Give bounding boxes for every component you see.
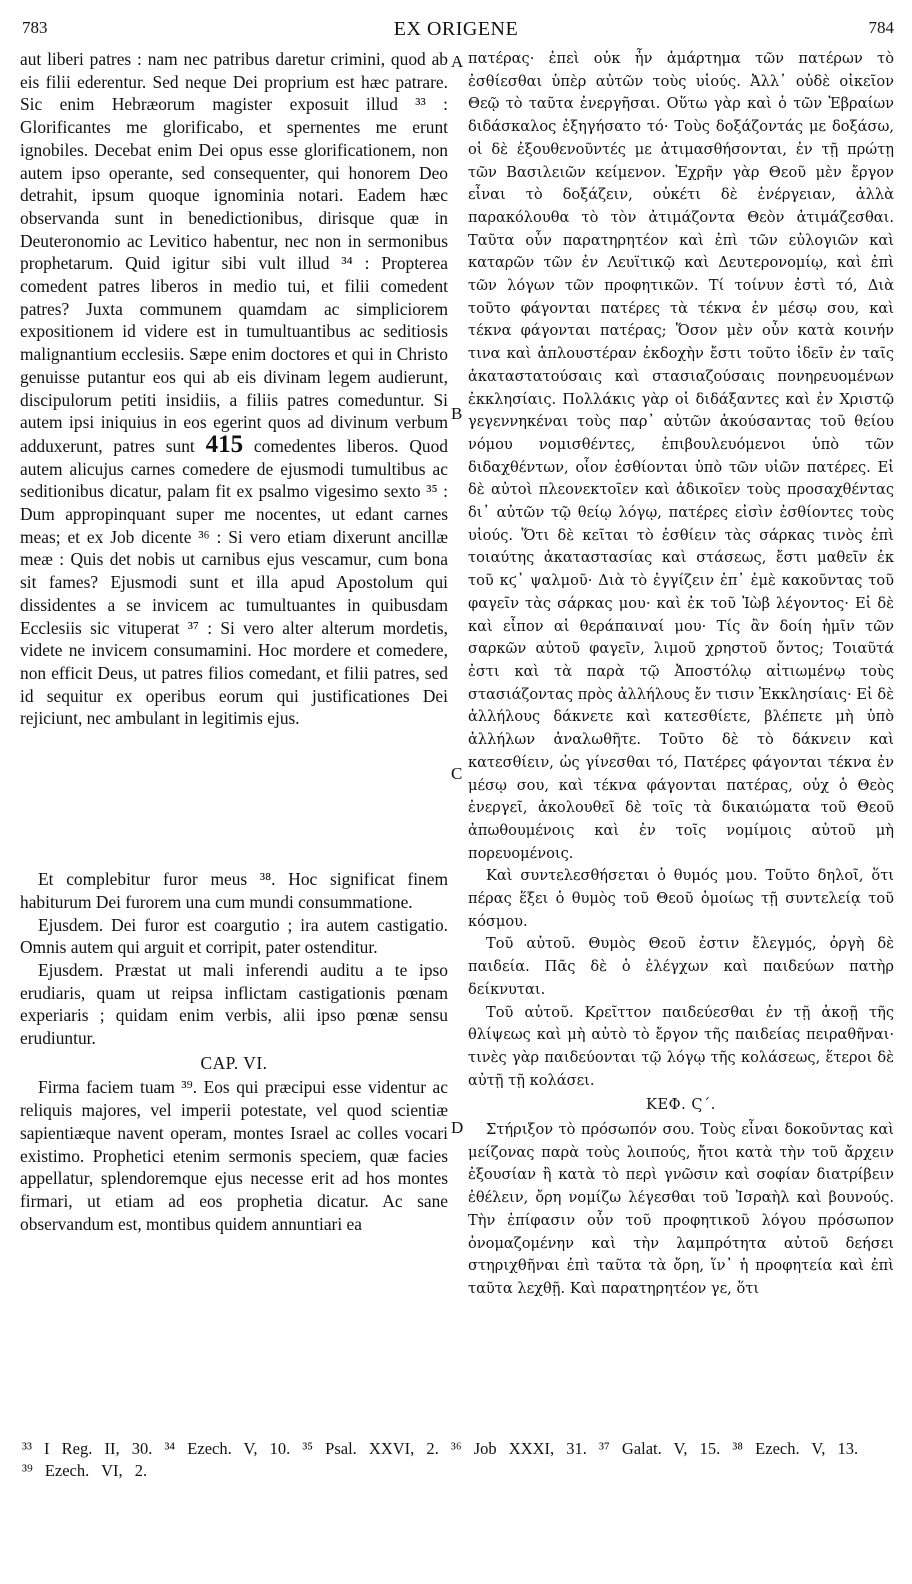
footnote-39: ³⁹ Ezech. VI, 2. bbox=[22, 1461, 148, 1480]
footnotes bbox=[22, 1438, 898, 1482]
latin-paragraph-3: Ejusdem. Dei furor est coargutio ; ira autem castigatio. Omnis autem qui arguit et corripit, pater ostenditur. bbox=[20, 914, 448, 958]
footnote-33: ³³ I Reg. II, 30. bbox=[22, 1439, 153, 1458]
greek-paragraph-5: Στήριξον τὸ πρόσωπόν σου. Τοὺς εἶναι δοκοῦντας καὶ μείζονας παρὰ τοὺς λοιπούς, ἤτοι κατὰ τὴν τοῦ ἄρχειν ἐξουσίαν ἢ κατὰ τὸ περὶ γνῶσιν καὶ σοφίαν διατρίβειν ἐθέλειν, ὄρη νομίζω λέγεσθαι τοῦ Ἰσραὴλ καὶ βουνούς. Τὴν ἐπίφασιν οὖν τοῦ προφητικοῦ λόγου πρόσωπον ὀνομαζομένην καὶ τὴν λαμπρότητα αὐτοῦ δεήσει στηριχθῆναι ἐπὶ ταῦτα τὰ ὄρη, ἵν᾽ ἡ προφητεία καὶ ἐπὶ ταῦτα λεχθῇ. Καὶ παρατηρητέον γε, ὅτι bbox=[468, 1121, 894, 1297]
greek-column bbox=[468, 48, 894, 1301]
footnote-35: ³⁵ Psal. XXVI, 2. bbox=[302, 1439, 439, 1458]
latin-paragraph-5: Firma faciem tuam ³⁹. Eos qui præcipui esse videntur ac reliquis majores, vel imperii potestate, vel quod scientiæ sapientiæque navent operam, montes Israel ac colles vocari existimo. Prophetici etenim sermonis speciem, quæ facies appellatur, splendoremque ejus necesse erit ad hos montes firmari, ut etiam ad eos prophetia dicatur. Ac sane observandum est, montibus quidem annuntiari ea bbox=[20, 1077, 448, 1234]
greek-paragraph-4: Τοῦ αὐτοῦ. Κρεῖττον παιδεύεσθαι ἐν τῇ ἀκοῇ τῆς θλίψεως καὶ μὴ αὐτὸ τὸ ἔργον τῆς παιδείας πειραθῆναι· τινὲς γὰρ παιδεύονται τῷ λόγῳ τῆς κολάσεως, ἕτεροι δὲ αὐτῇ τῇ κολάσει. bbox=[468, 1003, 894, 1089]
footnote-34: ³⁴ Ezech. V, 10. bbox=[164, 1439, 291, 1458]
latin-text-1-cont: comedentes liberos. Quod autem alicujus carnes comedere de ejusmodi tumultibus ac seditionibus dicatur, palam fit ex psalmo vigesimo sexto ³⁵ : Dum appropinquant super me nocentes, ut edant carnes meas; et ex Job dicente ³⁶ : Si vero etiam dixerunt ancillæ meæ : Quis det nobis ut carnibus ejus vescamur, cum bona sit fames? Ejusmodi sunt et illa apud Apostolum qui dissidentes a se invicem ac tumultuantes in quibusdam Ecclesiis sic vituperat ³⁷ : Si vero alter alterum mordetis, videte ne invicem consumamini. Hoc mordere et comedere, non efficit Deus, ut patres filios comedant, et filii patres, sed id sequitur ex operibus eorum qui justificationes Dei rejiciunt, nec ambulant in legitimis ejus. bbox=[20, 435, 448, 729]
greek-chapter-heading: ΚΕΦ. Ϛ΄. bbox=[646, 1096, 716, 1114]
right-page-number: 784 bbox=[868, 18, 894, 37]
greek-paragraph-2: Καὶ συντελεσθήσεται ὁ θυμός μου. Τοῦτο δηλοῖ, ὅτι πέρας ἕξει ὁ θυμὸς τοῦ Θεοῦ ὁμοίως τῇ συντελείᾳ τοῦ κόσμου. bbox=[468, 867, 894, 930]
margin-marker-d: D bbox=[451, 1118, 464, 1137]
running-title: EX ORIGENE bbox=[393, 18, 519, 40]
margin-marker-c: C bbox=[451, 764, 463, 783]
greek-paragraph-3: Τοῦ αὐτοῦ. Θυμὸς Θεοῦ ἐστιν ἔλεγμός, ὀργὴ δὲ παιδεία. Πᾶς δὲ ὁ ἐλέγχων καὶ παιδεύων πατὴρ δείκνυται. bbox=[468, 935, 894, 998]
footnote-37: ³⁷ Galat. V, 15. bbox=[599, 1439, 721, 1458]
left-page-number: 783 bbox=[22, 18, 48, 37]
footnote-36: ³⁶ Job XXXI, 31. bbox=[450, 1439, 587, 1458]
margin-marker-b: B bbox=[451, 404, 463, 423]
latin-paragraph-1 bbox=[20, 48, 448, 730]
latin-paragraph-4: Ejusdem. Præstat ut mali inferendi auditu a te ipso erudiaris, quam ut reipsa inflictam castigationis pœnam experiaris ; quidam enim verbis, alii ipso pœnæ sensu erudiuntur. bbox=[20, 959, 448, 1049]
column-gap bbox=[20, 730, 448, 868]
margin-marker-a: A bbox=[451, 52, 464, 71]
footnote-38: ³⁸ Ezech. V, 13. bbox=[732, 1439, 859, 1458]
greek-paragraph-1: πατέρας· ἐπεὶ οὐκ ἦν ἁμάρτημα τῶν πατέρων τὸ ἐσθίεσθαι ὑπὲρ αὐτῶν τοὺς υἱούς. Ἀλλ᾽ οὐδὲ οἰκεῖον Θεῷ τὸ ταῦτα ἐνεργῆσαι. Οὕτω γὰρ καὶ ὁ τῶν Ἑβραίων διδάσκαλος ἐξηγήσατο τό· Τοὺς δοξάζοντάς με δοξάσω, οἱ δὲ ἐξουθενοῦντές με ἀτιμασθήσονται, ἐν τῇ πρώτῃ τῶν Βασιλειῶν κείμενον. Ἐχρῆν γὰρ Θεοῦ μὲν ἔργον εἶναι τὸ δοξάζειν, οὐκέτι δὲ ἐνέργειαν, ἀλλὰ παρακόλουθα τὸ τὸν ἀτιμάζοντα Θεὸν ἀτιμάζεσθαι. Ταῦτα οὖν παρατηρητέον καὶ ἐπὶ τῶν εὐλογιῶν καὶ καταρῶν τῶν ἐν Λευϊτικῷ καὶ Δευτερονομίῳ, καὶ ἐπὶ τῶν λόγων τῶν προφητικῶν. Τί τοίνυν ἐστὶ τό, Διὰ τοῦτο φάγονται πατέρες τὰ τέκνα ἐν μέσῳ σου, καὶ τέκνα φάγονται πατέρας; Ὅσον μὲν οὖν κατὰ κοινήν τινα καὶ ἁπλουστέραν ἐκδοχὴν ἔστι τοῦτο ἰδεῖν ἐν ταῖς ἀκαταστατούσαις καὶ στασιαζούσαις πονηρευομένων ἐκκλησίαις. Πολλάκις γὰρ οἱ διδάξαντες καὶ ἐν Χριστῷ γεγεννηκέναι τοὺς παρ᾽ αὐτῶν ἀκούσαντας τοῦ θείου νόμου νομισθέντες, ἐπιβουλευόμενοι ὑπὸ τῶν διδαχθέντων, οἷον ἐσθίονται ὑπὸ τῶν υἱῶν πατέρες. Εἰ δὲ αὐτοὶ πλεονεκτοῖεν καὶ ἀδικοῖεν τοὺς προσαχθέντας δι᾽ αὐτῶν τῷ θείῳ λόγῳ, πατέρες εἰσὶν ἐσθίοντες τοὺς υἱούς. Ὅτι δὲ κεῖται τὸ ἐσθίειν τὰς σάρκας τινὸς ἐπὶ τοιαύτης ἀκαταστασίας καὶ στάσεως, ἔστι μαθεῖν ἐκ τοῦ κϛ᾽ ψαλμοῦ· Διὰ τὸ ἐγγίζειν ἐπ᾽ ἐμὲ κακοῦντας τοῦ φαγεῖν τὰς σάρκας μου· καὶ ἐκ τοῦ Ἰὼβ λέγοντος· Εἰ δὲ καὶ εἶπον αἱ θεράπαιναί μου· Τίς ἂν δοίη ἡμῖν τῶν σαρκῶν αὐτοῦ φαγεῖν, λιμοῦ χρηστοῦ ὄντος; Τοιαῦτά ἐστι καὶ τὰ παρὰ τῷ Ἀποστόλῳ αἰτιωμένῳ τοὺς στασιάζοντας πρὸς ἀλλήλους ἔν τισιν Ἐκκλησίαις· Εἰ δὲ ἀλλήλους δάκνετε καὶ κατεσθίετε, βλέπετε μὴ ὑπὸ ἀλλήλων ἀναλωθῆτε. Τοῦτο δὲ τὸ δάκνειν καὶ κατεσθίειν, ὡς γίνεσθαι τό, Πατέρες φάγονται τέκνα ἐν μέσῳ σου, καὶ τέκνα φάγονται πατέρας, οὐχ ὁ Θεὸς ἐνεργεῖ, ἀκολουθεῖ δὲ τοῖς τὰ δικαιώματα τοῦ Θεοῦ ἀπωθουμένοις καὶ ἐν τοῖς νομίμοις αὐτοῦ μὴ πορευομένοις. bbox=[468, 50, 894, 862]
latin-paragraph-2: Et complebitur furor meus ³⁸. Hoc significat finem habiturum Dei furorem una cum mundi consummatione. bbox=[20, 869, 448, 912]
latin-chapter-heading: CAP. VI. bbox=[200, 1052, 268, 1073]
latin-text-1: aut liberi patres : nam nec patribus daretur crimini, quod ab eis filii ederentur. Sed neque Dei proprium est hæc patrare. Sic enim Hebræorum magister exposuit illud ³³ : Glorificantes me glorificabo, et spernentes me erunt ignobiles. Decebat enim Dei opus esse glorificationem, non autem ipso operante, sed consequenter, qui honorem Deo detrahit, ipsum quoque ignominia notari. Eadem hæc observanda sunt in benedictionibus, dirisque quæ in Deuteronomio ac Levitico habentur, nec non in sermonibus prophetarum. Quid igitur sibi vult illud ³⁴ : Propterea comedent patres liberos in medio tui, et filii comedent patres? Juxta communem quamdam ac simpliciorem expositionem id videre est in tumultuantibus ac seditiosis malignantium ecclesiis. Sæpe enim doctores et qui in Christo genuisse putantur eos qui ab eis divinam legem audierunt, discipulorum petiti insidiis, a filiis patres comeduntur. Si autem ipsi iniquius in eos egerint quos ad divinum verbum adduxerunt, patres sunt bbox=[20, 49, 448, 456]
page-header bbox=[0, 18, 912, 42]
latin-column bbox=[20, 48, 448, 1235]
column-number: 415 bbox=[205, 430, 244, 458]
